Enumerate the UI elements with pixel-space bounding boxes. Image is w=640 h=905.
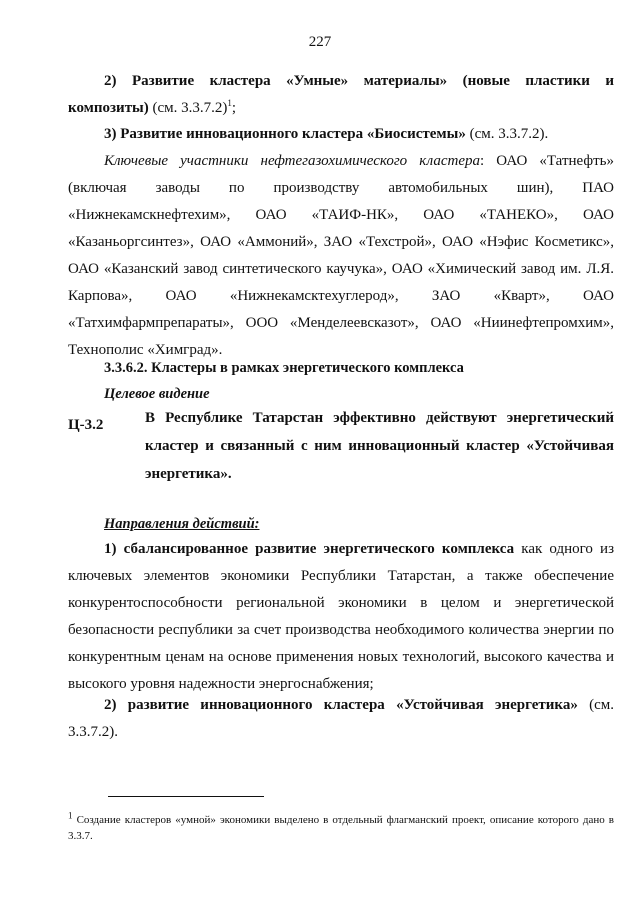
target-vision-label: Целевое видение [104,386,210,402]
participants-paragraph [68,148,614,364]
item-2-end: ; [231,100,237,116]
item-3 [68,121,614,148]
footnote-text: Создание кластеров «умной» экономики выделено в отдельный флагманский проект, описание которого дано в 3.3.7. [68,814,614,842]
direction-1-bold: 1) сбалансированное развитие энергетического комплекса [104,541,515,557]
goal-code: Ц-3.2 [68,417,104,433]
goal-text: В Республике Татарстан эффективно действуют энергетический кластер и связанный с ним инновационный кластер «Устойчивая энергетика». [145,410,614,482]
item-2 [68,68,614,122]
participants-colon: : [479,153,485,169]
item-3-bold: Развитие инновационного кластера «Биосистемы» [120,126,466,142]
item-3-num: 3) [104,126,117,142]
item-2-ref: (см. 3.3.7.2) [152,100,228,116]
item-3-ref: (см. 3.3.7.2). [469,126,549,142]
item-2-num: 2) [104,73,117,89]
directions-label: Направления действий: [104,516,260,532]
footnote-ref[interactable]: 1 [227,98,232,108]
footnote-mark: 1 [68,810,73,821]
footnote-divider [108,796,264,797]
direction-1 [68,536,614,698]
direction-2 [68,692,614,746]
footnote [68,812,614,844]
item-2-bold: Развитие кластера «Умные» материалы» (новые пластики и композиты) [68,73,615,116]
participants-text: ОАО «Татнефть» (включая заводы по производству автомобильных шин), ПАО «Нижнекамскнефтехим», ОАО «ТАИФ-НК», ОАО «ТАНЕКО», ОАО «Казаньоргсинтез», ОАО «Аммоний», ЗАО «Техстрой», ОАО «Нэфис Косметикс», ОАО «Казанский завод синтетического каучука», ОАО «Химический завод им. Л.Я. Карпова», ОАО «Нижнекамсктехуглерод», ЗАО «Кварт», ОАО «Татхимфармпрепараты», ООО «Менделеевсказот», ОАО «Ниинефтепромхим», Технополис «Химград». [68,153,614,358]
page-number: 227 [308,34,332,50]
section-heading: 3.3.6.2. Кластеры в рамках энергетического комплекса [104,360,464,376]
direction-2-bold: 2) развитие инновационного кластера «Устойчивая энергетика» [104,697,578,713]
direction-2-text: (см. 3.3.7.2). [68,697,614,740]
direction-1-text: как одного из ключевых элементов экономики Республики Татарстан, а также обеспечение конкурентоспособности региональной экономики в целом и энергетической безопасности республики за счет производства необходимого количества энергии по конкурентным ценам на основе применения новых технологий, высокого качества и высокого уровня надежности энергоснабжения; [68,541,614,692]
participants-label: Ключевые участники нефтегазохимического кластера [104,153,480,169]
